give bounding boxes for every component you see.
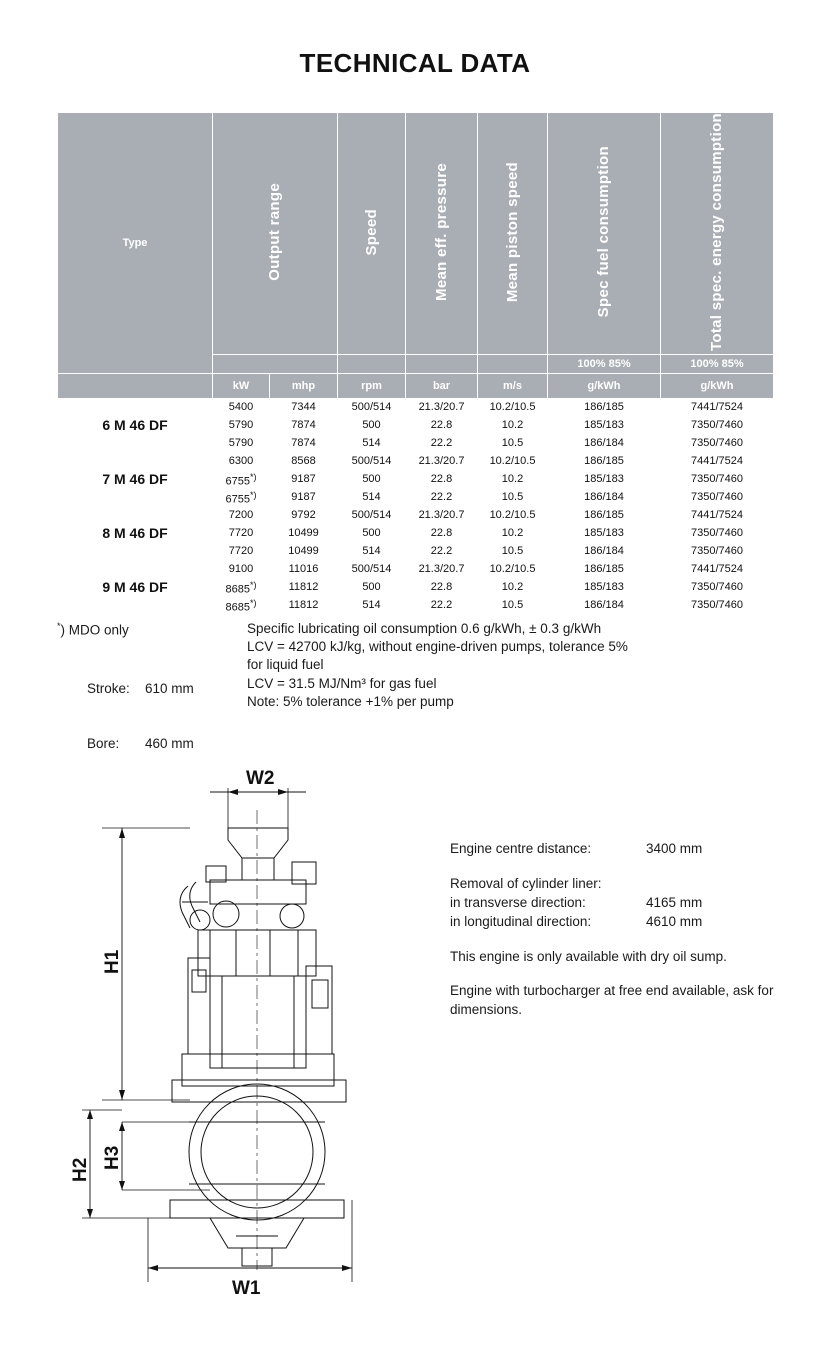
cell-mhp: 10499 xyxy=(270,542,338,560)
row-type: 8 M 46 DF xyxy=(58,506,213,560)
cell-mhp: 10499 xyxy=(270,524,338,542)
pct-fuel: 100% 85% xyxy=(548,354,661,373)
cell-bar: 22.8 xyxy=(406,524,478,542)
dry-sump-note: This engine is only available with dry oil sump. xyxy=(450,948,727,964)
centre-distance-value: 3400 mm xyxy=(646,841,703,856)
cell-kw: 6300 xyxy=(213,452,270,470)
table-row xyxy=(58,506,774,524)
cell-ms: 10.2 xyxy=(478,470,548,488)
notes-right xyxy=(247,620,787,711)
cell-sfc: 186/185 xyxy=(548,506,661,524)
cell-rpm: 514 xyxy=(338,488,406,506)
cell-rpm: 500 xyxy=(338,470,406,488)
pct-spacer-bar xyxy=(406,354,478,373)
cell-mhp: 8568 xyxy=(270,452,338,470)
cell-bar: 22.2 xyxy=(406,542,478,560)
cell-ms: 10.5 xyxy=(478,542,548,560)
cell-ms: 10.5 xyxy=(478,488,548,506)
label-h3: H3 xyxy=(102,1145,123,1170)
transverse-line xyxy=(450,894,800,913)
cell-sfc: 185/183 xyxy=(548,524,661,542)
pct-total: 100% 85% xyxy=(661,354,774,373)
note-line-5: Note: 5% tolerance +1% per pump xyxy=(247,693,454,709)
engine-dimension-drawing xyxy=(60,770,400,1300)
cell-bar: 22.2 xyxy=(406,488,478,506)
cell-bar: 21.3/20.7 xyxy=(406,506,478,524)
bore-line xyxy=(57,716,237,771)
cell-mhp: 11812 xyxy=(270,596,338,614)
page-title: TECHNICAL DATA xyxy=(299,48,531,78)
cell-rpm: 514 xyxy=(338,434,406,452)
header-type: Type xyxy=(58,113,213,374)
cell-rpm: 500/514 xyxy=(338,560,406,578)
cell-tsec: 7350/7460 xyxy=(661,524,774,542)
cell-ms: 10.5 xyxy=(478,596,548,614)
cell-sfc: 185/183 xyxy=(548,470,661,488)
header-spec-fuel-consumption-label: Spec fuel consumption xyxy=(595,146,613,318)
cell-ms: 10.2/10.5 xyxy=(478,506,548,524)
cell-rpm: 500/514 xyxy=(338,452,406,470)
note-line-3: for liquid fuel xyxy=(247,657,324,673)
header-mean-eff-pressure-label: Mean eff. pressure xyxy=(432,162,450,301)
cell-tsec: 7350/7460 xyxy=(661,596,774,614)
header-speed-label: Speed xyxy=(362,208,380,256)
cell-rpm: 500 xyxy=(338,524,406,542)
cell-sfc: 185/183 xyxy=(548,416,661,434)
cell-kw: 8685*) xyxy=(213,596,270,614)
cell-rpm: 514 xyxy=(338,542,406,560)
header-output-range xyxy=(213,113,338,355)
transverse-label: in transverse direction: xyxy=(450,894,586,910)
cell-kw: 6755*) xyxy=(213,488,270,506)
cell-ms: 10.2 xyxy=(478,416,548,434)
cell-kw: 7720 xyxy=(213,524,270,542)
note-line-2: LCV = 42700 kJ/kg, without engine-driven pumps, tolerance 5% xyxy=(247,639,628,655)
header-total-spec-energy-consumption xyxy=(661,113,774,355)
cell-bar: 22.8 xyxy=(406,416,478,434)
cell-ms: 10.2/10.5 xyxy=(478,560,548,578)
centre-distance-label: Engine centre distance: xyxy=(450,841,592,856)
label-w1: W1 xyxy=(232,1278,261,1299)
label-h2: H2 xyxy=(70,1157,91,1182)
cell-kw: 5790 xyxy=(213,434,270,452)
cell-tsec: 7441/7524 xyxy=(661,452,774,470)
cell-tsec: 7350/7460 xyxy=(661,470,774,488)
longitudinal-label: in longitudinal direction: xyxy=(450,913,592,929)
cell-tsec: 7441/7524 xyxy=(661,506,774,524)
cell-bar: 21.3/20.7 xyxy=(406,560,478,578)
unit-type-blank xyxy=(58,373,213,398)
label-w2: W2 xyxy=(246,770,275,789)
header-spec-fuel-consumption xyxy=(548,113,661,355)
cell-rpm: 500/514 xyxy=(338,398,406,416)
cell-bar: 22.8 xyxy=(406,578,478,596)
cell-sfc: 186/185 xyxy=(548,398,661,416)
cell-sfc: 185/183 xyxy=(548,578,661,596)
unit-mhp: mhp xyxy=(270,373,338,398)
cell-kw: 7200 xyxy=(213,506,270,524)
cell-tsec: 7350/7460 xyxy=(661,488,774,506)
cell-ms: 10.2 xyxy=(478,578,548,596)
cell-kw: 7720 xyxy=(213,542,270,560)
label-h1: H1 xyxy=(102,949,123,974)
cell-rpm: 500 xyxy=(338,416,406,434)
cell-ms: 10.2/10.5 xyxy=(478,452,548,470)
cell-kw: 5400 xyxy=(213,398,270,416)
unit-rpm: rpm xyxy=(338,373,406,398)
cell-sfc: 186/184 xyxy=(548,596,661,614)
note-line-1: Specific lubricating oil consumption 0.6 g/kWh, ± 0.3 g/kWh xyxy=(247,621,602,636)
engine-specs-text xyxy=(450,840,800,1036)
header-mean-piston-speed xyxy=(478,113,548,355)
row-type: 6 M 46 DF xyxy=(58,398,213,452)
cell-mhp: 7344 xyxy=(270,398,338,416)
mdo-footnote-marker: *) xyxy=(249,579,257,590)
table-row xyxy=(58,398,774,416)
row-type: 9 M 46 DF xyxy=(58,560,213,614)
cell-sfc: 186/184 xyxy=(548,434,661,452)
centre-distance-block xyxy=(450,840,800,859)
unit-bar: bar xyxy=(406,373,478,398)
cell-tsec: 7441/7524 xyxy=(661,398,774,416)
cell-sfc: 186/185 xyxy=(548,560,661,578)
cell-mhp: 7874 xyxy=(270,434,338,452)
cell-sfc: 186/185 xyxy=(548,452,661,470)
cell-bar: 22.2 xyxy=(406,434,478,452)
header-mean-eff-pressure xyxy=(406,113,478,355)
cell-ms: 10.2 xyxy=(478,524,548,542)
cell-kw: 5790 xyxy=(213,416,270,434)
cell-tsec: 7350/7460 xyxy=(661,434,774,452)
removal-block xyxy=(450,875,800,932)
note-line-4: LCV = 31.5 MJ/Nm³ for gas fuel xyxy=(247,675,437,691)
row-type: 7 M 46 DF xyxy=(58,452,213,506)
technical-data-table xyxy=(57,112,773,615)
cell-mhp: 11016 xyxy=(270,560,338,578)
cell-rpm: 514 xyxy=(338,596,406,614)
cell-sfc: 186/184 xyxy=(548,542,661,560)
cell-kw: 6755*) xyxy=(213,470,270,488)
cell-mhp: 7874 xyxy=(270,416,338,434)
stroke-label: Stroke: xyxy=(87,680,130,696)
unit-gkwh-fuel: g/kWh xyxy=(548,373,661,398)
unit-gkwh-total: g/kWh xyxy=(661,373,774,398)
pct-spacer-speed xyxy=(338,354,406,373)
cell-bar: 21.3/20.7 xyxy=(406,398,478,416)
pct-spacer-ms xyxy=(478,354,548,373)
cell-tsec: 7350/7460 xyxy=(661,542,774,560)
longitudinal-value: 4610 mm xyxy=(646,913,703,929)
turbocharger-note: Engine with turbocharger at free end available, ask for dimensions. xyxy=(450,983,774,1018)
longitudinal-line xyxy=(450,913,800,932)
stroke-line xyxy=(57,662,237,717)
stroke-value: 610 mm xyxy=(145,680,194,696)
table-row xyxy=(58,452,774,470)
header-output-range-label: Output range xyxy=(266,183,284,281)
mdo-footnote-marker: *) xyxy=(249,597,257,608)
pct-spacer-output xyxy=(213,354,338,373)
header-speed xyxy=(338,113,406,355)
cell-sfc: 186/184 xyxy=(548,488,661,506)
notes-left xyxy=(57,620,237,771)
cell-ms: 10.2/10.5 xyxy=(478,398,548,416)
cell-tsec: 7350/7460 xyxy=(661,578,774,596)
unit-ms: m/s xyxy=(478,373,548,398)
mdo-note: *) MDO only xyxy=(57,621,129,638)
cell-mhp: 9187 xyxy=(270,488,338,506)
bore-label: Bore: xyxy=(87,735,120,751)
removal-heading: Removal of cylinder liner: xyxy=(450,875,602,891)
mdo-footnote-marker: *) xyxy=(249,489,257,500)
transverse-value: 4165 mm xyxy=(646,894,703,910)
cell-mhp: 11812 xyxy=(270,578,338,596)
mdo-footnote-marker: *) xyxy=(249,471,257,482)
cell-kw: 9100 xyxy=(213,560,270,578)
cell-rpm: 500/514 xyxy=(338,506,406,524)
cell-tsec: 7441/7524 xyxy=(661,560,774,578)
bore-value: 460 mm xyxy=(145,735,194,751)
table-row xyxy=(58,560,774,578)
cell-mhp: 9187 xyxy=(270,470,338,488)
cell-bar: 22.8 xyxy=(406,470,478,488)
unit-kw: kW xyxy=(213,373,270,398)
header-mean-piston-speed-label: Mean piston speed xyxy=(503,161,521,303)
cell-kw: 8685*) xyxy=(213,578,270,596)
cell-ms: 10.5 xyxy=(478,434,548,452)
cell-rpm: 500 xyxy=(338,578,406,596)
cell-mhp: 9792 xyxy=(270,506,338,524)
header-total-spec-energy-consumption-label: Total spec. energy consumption xyxy=(708,113,726,351)
cell-bar: 22.2 xyxy=(406,596,478,614)
cell-bar: 21.3/20.7 xyxy=(406,452,478,470)
cell-tsec: 7350/7460 xyxy=(661,416,774,434)
